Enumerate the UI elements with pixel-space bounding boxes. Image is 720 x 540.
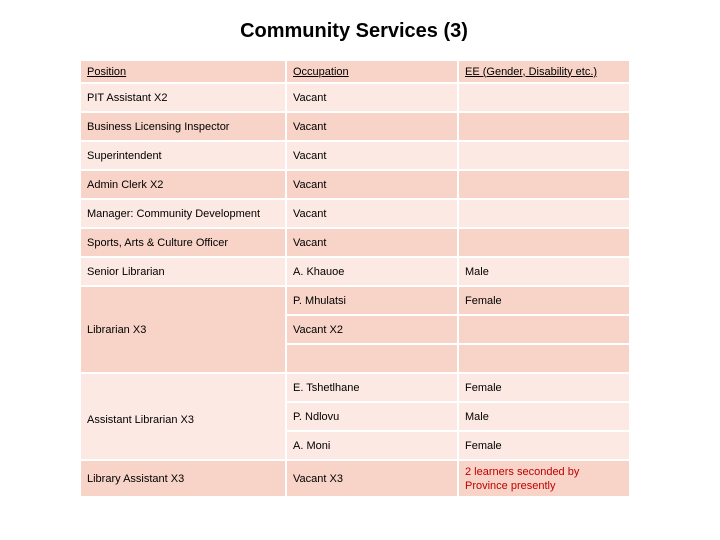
position-cell: Admin Clerk X2 xyxy=(80,170,286,199)
table-row xyxy=(80,373,630,402)
table-row xyxy=(80,460,630,497)
table-row xyxy=(80,141,630,170)
table-row xyxy=(80,83,630,112)
table-row xyxy=(80,199,630,228)
ee-cell xyxy=(458,228,630,257)
occupation-cell: Vacant xyxy=(286,199,458,228)
occupation-cell: P. Mhulatsi xyxy=(286,286,458,315)
ee-note-cell: 2 learners seconded by Province presently xyxy=(458,460,630,497)
table-row xyxy=(80,257,630,286)
ee-cell xyxy=(458,199,630,228)
occupation-cell: A. Khauoe xyxy=(286,257,458,286)
ee-cell xyxy=(458,112,630,141)
ee-cell xyxy=(458,141,630,170)
occupation-cell: Vacant xyxy=(286,83,458,112)
occupation-cell: Vacant X3 xyxy=(286,460,458,497)
position-cell: Assistant Librarian X3 xyxy=(80,373,286,460)
position-cell: Library Assistant X3 xyxy=(80,460,286,497)
position-cell: Manager: Community Development xyxy=(80,199,286,228)
occupation-cell: Vacant xyxy=(286,228,458,257)
occupation-cell xyxy=(286,344,458,373)
occupation-cell: Vacant X2 xyxy=(286,315,458,344)
ee-cell xyxy=(458,315,630,344)
occupation-cell: E. Tshetlhane xyxy=(286,373,458,402)
ee-cell: Female xyxy=(458,373,630,402)
header-position: Position xyxy=(80,60,286,83)
position-cell: Business Licensing Inspector xyxy=(80,112,286,141)
ee-cell: Female xyxy=(458,286,630,315)
staff-table xyxy=(79,59,631,498)
table-row xyxy=(80,170,630,199)
position-cell: Sports, Arts & Culture Officer xyxy=(80,228,286,257)
ee-cell xyxy=(458,170,630,199)
position-cell: PIT Assistant X2 xyxy=(80,83,286,112)
ee-cell xyxy=(458,83,630,112)
occupation-cell: P. Ndlovu xyxy=(286,402,458,431)
ee-cell: Male xyxy=(458,402,630,431)
position-cell: Superintendent xyxy=(80,141,286,170)
header-occupation: Occupation xyxy=(286,60,458,83)
header-ee: EE (Gender, Disability etc.) xyxy=(458,60,630,83)
table-row xyxy=(80,228,630,257)
position-cell: Librarian X3 xyxy=(80,286,286,373)
ee-cell: Female xyxy=(458,431,630,460)
ee-cell: Male xyxy=(458,257,630,286)
occupation-cell: A. Moni xyxy=(286,431,458,460)
table-row xyxy=(80,112,630,141)
table-header-row xyxy=(80,60,630,83)
table-row xyxy=(80,286,630,315)
page-title: Community Services (3) xyxy=(240,20,468,42)
occupation-cell: Vacant xyxy=(286,141,458,170)
occupation-cell: Vacant xyxy=(286,112,458,141)
occupation-cell: Vacant xyxy=(286,170,458,199)
ee-cell xyxy=(458,344,630,373)
position-cell: Senior Librarian xyxy=(80,257,286,286)
